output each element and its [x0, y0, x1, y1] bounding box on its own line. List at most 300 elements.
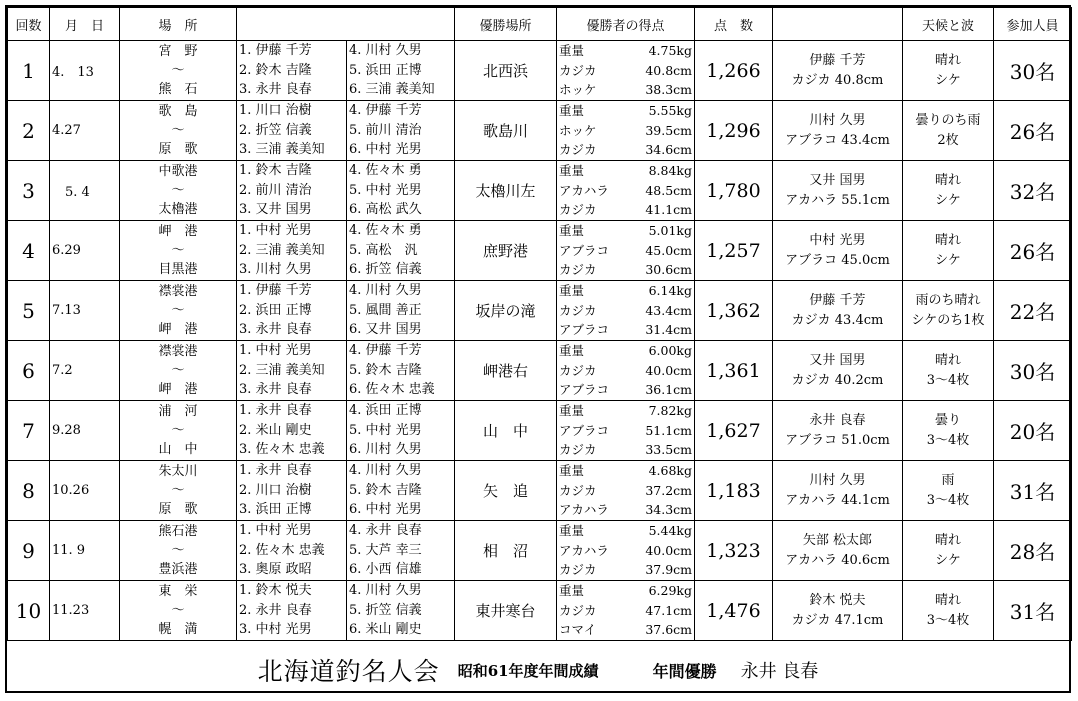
- winner-line: 永井 良春: [809, 412, 866, 428]
- score-value: 34.6cm: [645, 142, 692, 158]
- table-row: [8, 281, 1072, 341]
- top-finishers-1-3: [237, 581, 347, 641]
- table-row: [8, 101, 1072, 161]
- location-line: 熊 石: [158, 82, 198, 97]
- weather-line: 3～4枚: [926, 432, 970, 448]
- meet-winner: [773, 101, 903, 161]
- meet-winner: [773, 401, 903, 461]
- winning-spot: 矢 追: [455, 461, 557, 521]
- score-line: [557, 181, 694, 201]
- score-value: 51.1cm: [645, 422, 692, 438]
- score-value: 6.14kg: [648, 283, 692, 299]
- meet-location: [120, 101, 237, 161]
- location-line: 原 歌: [158, 142, 198, 157]
- location-line: 浦 河: [158, 404, 198, 419]
- weather-waves: [903, 101, 994, 161]
- footer-banner: [7, 647, 1069, 693]
- location-line: 熊石港: [158, 524, 198, 539]
- meet-date: 11.23: [50, 581, 120, 641]
- finisher-name: 4. 佐々木 勇: [349, 223, 422, 239]
- top-finishers-1-3: [237, 341, 347, 401]
- participant-count: 31名: [994, 581, 1072, 641]
- table-row: [8, 221, 1072, 281]
- score-value: 40.0cm: [645, 362, 692, 378]
- table-row: [8, 521, 1072, 581]
- score-value: 41.1cm: [645, 202, 692, 218]
- finisher-name: 1. 永井 良春: [239, 463, 312, 479]
- finisher-name: 2. 米山 剛史: [239, 422, 312, 438]
- score-line: [557, 41, 694, 61]
- winner-line: 中村 光男: [809, 232, 866, 248]
- score-value: 37.2cm: [645, 482, 692, 498]
- finisher-name: 1. 永井 良春: [239, 403, 312, 419]
- results-table: [7, 7, 1072, 641]
- finisher-name: 6. 米山 剛史: [349, 622, 422, 638]
- total-points: 1,296: [695, 101, 773, 161]
- score-category: アブラコ: [559, 322, 610, 338]
- score-category: ホッケ: [559, 82, 597, 98]
- winner-scores: [557, 101, 695, 161]
- score-line: [557, 260, 694, 280]
- score-line: [557, 521, 694, 541]
- top-finishers-1-3: [237, 461, 347, 521]
- weather-line: 3～4枚: [926, 612, 970, 628]
- location-line: 幌 満: [158, 622, 198, 637]
- top-finishers-1-3: [237, 101, 347, 161]
- finisher-name: 6. 佐々木 忠義: [349, 382, 435, 398]
- header-blank-members: [237, 8, 455, 41]
- finisher-name: 5. 中村 光男: [349, 182, 422, 198]
- finisher-name: 6. 高松 武久: [349, 202, 422, 218]
- total-points: 1,627: [695, 401, 773, 461]
- weather-line: 晴れ: [934, 52, 961, 68]
- score-value: 5.55kg: [648, 103, 692, 119]
- meet-location: [120, 521, 237, 581]
- meet-winner: [773, 221, 903, 281]
- score-value: 48.5cm: [645, 182, 692, 198]
- finisher-name: 2. 折笠 信義: [239, 122, 312, 138]
- round-number: 6: [8, 341, 50, 401]
- total-points: 1,183: [695, 461, 773, 521]
- round-number: 9: [8, 521, 50, 581]
- finisher-name: 3. 川村 久男: [239, 262, 312, 278]
- participant-count: 30名: [994, 41, 1072, 101]
- winner-scores: [557, 161, 695, 221]
- score-category: カジカ: [559, 62, 597, 78]
- winner-scores: [557, 281, 695, 341]
- weather-line: シケ: [935, 552, 961, 568]
- score-line: [557, 601, 694, 621]
- total-points: 1,476: [695, 581, 773, 641]
- location-line: 目黒港: [158, 262, 198, 277]
- round-number: 2: [8, 101, 50, 161]
- finisher-name: 4. 川村 久男: [349, 43, 422, 59]
- location-line: 岬 港: [158, 322, 198, 337]
- weather-line: 雨のち晴れ: [915, 292, 981, 308]
- weather-waves: [903, 521, 994, 581]
- meet-location: [120, 341, 237, 401]
- meet-location: [120, 281, 237, 341]
- weather-waves: [903, 401, 994, 461]
- score-category: 重量: [559, 163, 585, 179]
- score-value: 47.1cm: [645, 602, 692, 618]
- score-line: [557, 620, 694, 640]
- score-line: [557, 281, 694, 301]
- score-category: アカハラ: [559, 502, 609, 518]
- finisher-name: 1. 川口 治樹: [239, 103, 312, 119]
- score-line: [557, 401, 694, 421]
- winning-spot: 山 中: [455, 401, 557, 461]
- round-number: 10: [8, 581, 50, 641]
- meet-date: 10.26: [50, 461, 120, 521]
- winner-scores: [557, 341, 695, 401]
- total-points: 1,323: [695, 521, 773, 581]
- location-line: ～: [171, 543, 185, 558]
- meet-date: 5. 4: [50, 161, 120, 221]
- top-finishers-4-6: [347, 41, 455, 101]
- weather-line: 曇りのち雨: [915, 112, 981, 128]
- meet-location: [120, 461, 237, 521]
- score-line: [557, 461, 694, 481]
- weather-line: 3～4枚: [926, 372, 970, 388]
- finisher-name: 6. 三浦 義美知: [349, 82, 435, 98]
- winning-spot: 太櫓川左: [455, 161, 557, 221]
- participant-count: 30名: [994, 341, 1072, 401]
- weather-waves: [903, 341, 994, 401]
- participant-count: 32名: [994, 161, 1072, 221]
- location-line: 宮 野: [158, 44, 198, 59]
- finisher-name: 2. 佐々木 忠義: [239, 542, 325, 558]
- finisher-name: 5. 大芦 幸三: [349, 542, 422, 558]
- table-row: [8, 461, 1072, 521]
- round-number: 8: [8, 461, 50, 521]
- weather-line: 晴れ: [934, 232, 961, 248]
- location-line: 中歌港: [158, 164, 198, 179]
- winner-line: アカハラ 44.1cm: [785, 492, 890, 508]
- finisher-name: 2. 三浦 義美知: [239, 362, 325, 378]
- score-line: [557, 380, 694, 400]
- finisher-name: 6. 中村 光男: [349, 502, 422, 518]
- finisher-name: 1. 鈴木 悦夫: [239, 583, 312, 599]
- champion-name: 永井 良春: [740, 661, 819, 682]
- score-category: カジカ: [559, 562, 597, 578]
- weather-line: シケのち1枚: [911, 312, 985, 328]
- score-value: 37.9cm: [645, 562, 692, 578]
- score-value: 37.6cm: [645, 622, 692, 638]
- winner-line: カジカ 40.8cm: [791, 72, 884, 88]
- weather-line: 2枚: [937, 132, 959, 148]
- round-number: 7: [8, 401, 50, 461]
- header-weather: 天候と波: [903, 8, 994, 41]
- meet-winner: [773, 341, 903, 401]
- finisher-name: 2. 永井 良春: [239, 602, 312, 618]
- winner-scores: [557, 221, 695, 281]
- total-points: 1,361: [695, 341, 773, 401]
- top-finishers-4-6: [347, 221, 455, 281]
- location-line: ～: [171, 123, 185, 138]
- weather-waves: [903, 581, 994, 641]
- winner-line: 伊藤 千芳: [809, 52, 866, 68]
- score-value: 33.5cm: [645, 442, 692, 458]
- finisher-name: 5. 浜田 正博: [349, 62, 422, 78]
- meet-date: 4. 13: [50, 41, 120, 101]
- finisher-name: 1. 中村 光男: [239, 343, 312, 359]
- meet-location: [120, 41, 237, 101]
- score-value: 34.3cm: [645, 502, 692, 518]
- weather-line: シケ: [935, 192, 961, 208]
- results-sheet: [5, 5, 1071, 693]
- finisher-name: 3. 佐々木 忠義: [239, 442, 325, 458]
- location-line: 豊浜港: [158, 562, 198, 577]
- table-row: [8, 41, 1072, 101]
- top-finishers-1-3: [237, 281, 347, 341]
- finisher-name: 4. 浜田 正博: [349, 403, 422, 419]
- finisher-name: 1. 伊藤 千芳: [239, 283, 312, 299]
- finisher-name: 3. 三浦 義美知: [239, 142, 325, 158]
- score-category: 重量: [559, 463, 585, 479]
- winner-line: 鈴木 悦夫: [809, 592, 866, 608]
- finisher-name: 6. 中村 光男: [349, 142, 422, 158]
- meet-date: 9.28: [50, 401, 120, 461]
- meet-winner: [773, 281, 903, 341]
- score-value: 6.00kg: [648, 343, 692, 359]
- location-line: 襟裳港: [158, 284, 198, 299]
- finisher-name: 4. 川村 久男: [349, 463, 422, 479]
- table-row: [8, 161, 1072, 221]
- finisher-name: 3. 浜田 正博: [239, 502, 312, 518]
- score-line: [557, 541, 694, 561]
- finisher-name: 3. 永井 良春: [239, 82, 312, 98]
- table-row: [8, 401, 1072, 461]
- weather-waves: [903, 41, 994, 101]
- score-line: [557, 101, 694, 121]
- meet-winner: [773, 161, 903, 221]
- winner-scores: [557, 581, 695, 641]
- top-finishers-1-3: [237, 221, 347, 281]
- score-category: アカハラ: [559, 542, 609, 558]
- score-category: 重量: [559, 403, 585, 419]
- score-category: カジカ: [559, 142, 597, 158]
- winner-line: カジカ 40.2cm: [791, 372, 884, 388]
- header-participants: 参加人員: [994, 8, 1072, 41]
- weather-line: 3～4枚: [926, 492, 970, 508]
- winning-spot: 坂岸の滝: [455, 281, 557, 341]
- score-line: [557, 161, 694, 181]
- location-line: ～: [171, 183, 185, 198]
- finisher-name: 2. 三浦 義美知: [239, 242, 325, 258]
- winner-line: アカハラ 40.6cm: [785, 552, 890, 568]
- score-line: [557, 200, 694, 220]
- winner-scores: [557, 461, 695, 521]
- meet-winner: [773, 461, 903, 521]
- score-value: 40.8cm: [645, 62, 692, 78]
- top-finishers-4-6: [347, 461, 455, 521]
- weather-line: 晴れ: [934, 532, 961, 548]
- finisher-name: 4. 伊藤 千芳: [349, 343, 422, 359]
- winning-spot: 東井寒台: [455, 581, 557, 641]
- score-category: ホッケ: [559, 122, 597, 138]
- finisher-name: 3. 奥原 政昭: [239, 562, 312, 578]
- round-number: 3: [8, 161, 50, 221]
- score-category: カジカ: [559, 482, 597, 498]
- score-value: 38.3cm: [645, 82, 692, 98]
- winner-scores: [557, 41, 695, 101]
- finisher-name: 1. 中村 光男: [239, 523, 312, 539]
- finisher-name: 4. 川村 久男: [349, 283, 422, 299]
- round-number: 4: [8, 221, 50, 281]
- score-value: 40.0cm: [645, 542, 692, 558]
- score-category: 重量: [559, 103, 585, 119]
- meet-date: 6.29: [50, 221, 120, 281]
- score-category: アカハラ: [559, 182, 609, 198]
- finisher-name: 3. 永井 良春: [239, 382, 312, 398]
- weather-line: 晴れ: [934, 172, 961, 188]
- header-winner-score: 優勝者の得点: [557, 8, 695, 41]
- weather-waves: [903, 461, 994, 521]
- winning-spot: 庶野港: [455, 221, 557, 281]
- winner-scores: [557, 521, 695, 581]
- top-finishers-4-6: [347, 521, 455, 581]
- top-finishers-4-6: [347, 401, 455, 461]
- score-line: [557, 361, 694, 381]
- winner-line: 又井 国男: [809, 172, 866, 188]
- score-value: 36.1cm: [645, 382, 692, 398]
- winner-line: 伊藤 千芳: [809, 292, 866, 308]
- finisher-name: 4. 永井 良春: [349, 523, 422, 539]
- location-line: ～: [171, 603, 185, 618]
- score-category: 重量: [559, 523, 585, 539]
- score-line: [557, 500, 694, 520]
- score-category: カジカ: [559, 262, 597, 278]
- score-line: [557, 421, 694, 441]
- score-value: 5.01kg: [648, 223, 692, 239]
- header-row: [8, 8, 1072, 41]
- finisher-name: 6. 小西 信雄: [349, 562, 422, 578]
- location-line: ～: [171, 483, 185, 498]
- top-finishers-4-6: [347, 581, 455, 641]
- location-line: 原 歌: [158, 502, 198, 517]
- winner-line: アブラコ 51.0cm: [785, 432, 890, 448]
- header-location: 場 所: [120, 8, 237, 41]
- table-row: [8, 581, 1072, 641]
- score-value: 8.84kg: [648, 163, 692, 179]
- finisher-name: 4. 佐々木 勇: [349, 163, 422, 179]
- winning-spot: 歌島川: [455, 101, 557, 161]
- weather-line: 曇り: [934, 412, 961, 428]
- finisher-name: 5. 前川 清治: [349, 122, 422, 138]
- score-value: 45.0cm: [645, 242, 692, 258]
- weather-line: シケ: [935, 72, 961, 88]
- winner-line: アブラコ 45.0cm: [785, 252, 890, 268]
- finisher-name: 4. 伊藤 千芳: [349, 103, 422, 119]
- location-line: 襟裳港: [158, 344, 198, 359]
- header-date: 月 日: [50, 8, 120, 41]
- location-line: 朱太川: [158, 464, 198, 479]
- score-line: [557, 320, 694, 340]
- finisher-name: 6. 折笠 信義: [349, 262, 422, 278]
- weather-waves: [903, 221, 994, 281]
- score-category: 重量: [559, 43, 585, 59]
- finisher-name: 2. 浜田 正博: [239, 302, 312, 318]
- meet-winner: [773, 41, 903, 101]
- location-line: ～: [171, 363, 185, 378]
- score-line: [557, 440, 694, 460]
- location-line: 歌 島: [158, 104, 198, 119]
- winner-line: カジカ 43.4cm: [791, 312, 884, 328]
- finisher-name: 1. 伊藤 千芳: [239, 43, 312, 59]
- top-finishers-1-3: [237, 161, 347, 221]
- finisher-name: 3. 中村 光男: [239, 622, 312, 638]
- score-line: [557, 560, 694, 580]
- score-category: カジカ: [559, 302, 597, 318]
- header-blank-winner: [773, 8, 903, 41]
- weather-line: 晴れ: [934, 352, 961, 368]
- finisher-name: 6. 川村 久男: [349, 442, 422, 458]
- meet-location: [120, 581, 237, 641]
- finisher-name: 2. 川口 治樹: [239, 482, 312, 498]
- winner-line: 矢部 松太郎: [802, 532, 873, 548]
- score-category: 重量: [559, 343, 585, 359]
- score-line: [557, 140, 694, 160]
- score-value: 39.5cm: [645, 122, 692, 138]
- score-value: 30.6cm: [645, 262, 692, 278]
- champion-label: 年間優勝: [652, 661, 717, 681]
- score-line: [557, 481, 694, 501]
- score-line: [557, 61, 694, 81]
- location-line: 山 中: [158, 442, 198, 457]
- score-category: カジカ: [559, 602, 597, 618]
- score-category: 重量: [559, 583, 585, 599]
- meet-date: 11. 9: [50, 521, 120, 581]
- score-line: [557, 221, 694, 241]
- winner-line: アブラコ 43.4cm: [785, 132, 890, 148]
- score-category: アブラコ: [559, 382, 610, 398]
- participant-count: 26名: [994, 221, 1072, 281]
- winner-line: カジカ 47.1cm: [791, 612, 884, 628]
- score-line: [557, 241, 694, 261]
- meet-date: 4.27: [50, 101, 120, 161]
- score-value: 7.82kg: [648, 403, 692, 419]
- header-winning-spot: 優勝場所: [455, 8, 557, 41]
- total-points: 1,362: [695, 281, 773, 341]
- top-finishers-4-6: [347, 281, 455, 341]
- participant-count: 26名: [994, 101, 1072, 161]
- top-finishers-4-6: [347, 161, 455, 221]
- finisher-name: 5. 折笠 信義: [349, 602, 422, 618]
- meet-location: [120, 221, 237, 281]
- finisher-name: 2. 鈴木 吉隆: [239, 62, 312, 78]
- top-finishers-4-6: [347, 101, 455, 161]
- score-category: カジカ: [559, 362, 597, 378]
- finisher-name: 5. 鈴木 吉隆: [349, 482, 422, 498]
- finisher-name: 1. 鈴木 吉隆: [239, 163, 312, 179]
- winner-line: 川村 久男: [809, 112, 866, 128]
- score-category: アブラコ: [559, 242, 610, 258]
- finisher-name: 1. 中村 光男: [239, 223, 312, 239]
- top-finishers-1-3: [237, 521, 347, 581]
- winner-scores: [557, 401, 695, 461]
- winning-spot: 相 沼: [455, 521, 557, 581]
- year-record-title: 昭和61年度年間成績: [457, 661, 599, 680]
- meet-date: 7.13: [50, 281, 120, 341]
- score-line: [557, 301, 694, 321]
- club-name: 北海道釣名人会: [257, 657, 440, 686]
- winner-line: アカハラ 55.1cm: [785, 192, 890, 208]
- winner-line: 又井 国男: [809, 352, 866, 368]
- score-value: 43.4cm: [645, 302, 692, 318]
- score-category: カジカ: [559, 442, 597, 458]
- finisher-name: 5. 高松 汎: [349, 242, 418, 258]
